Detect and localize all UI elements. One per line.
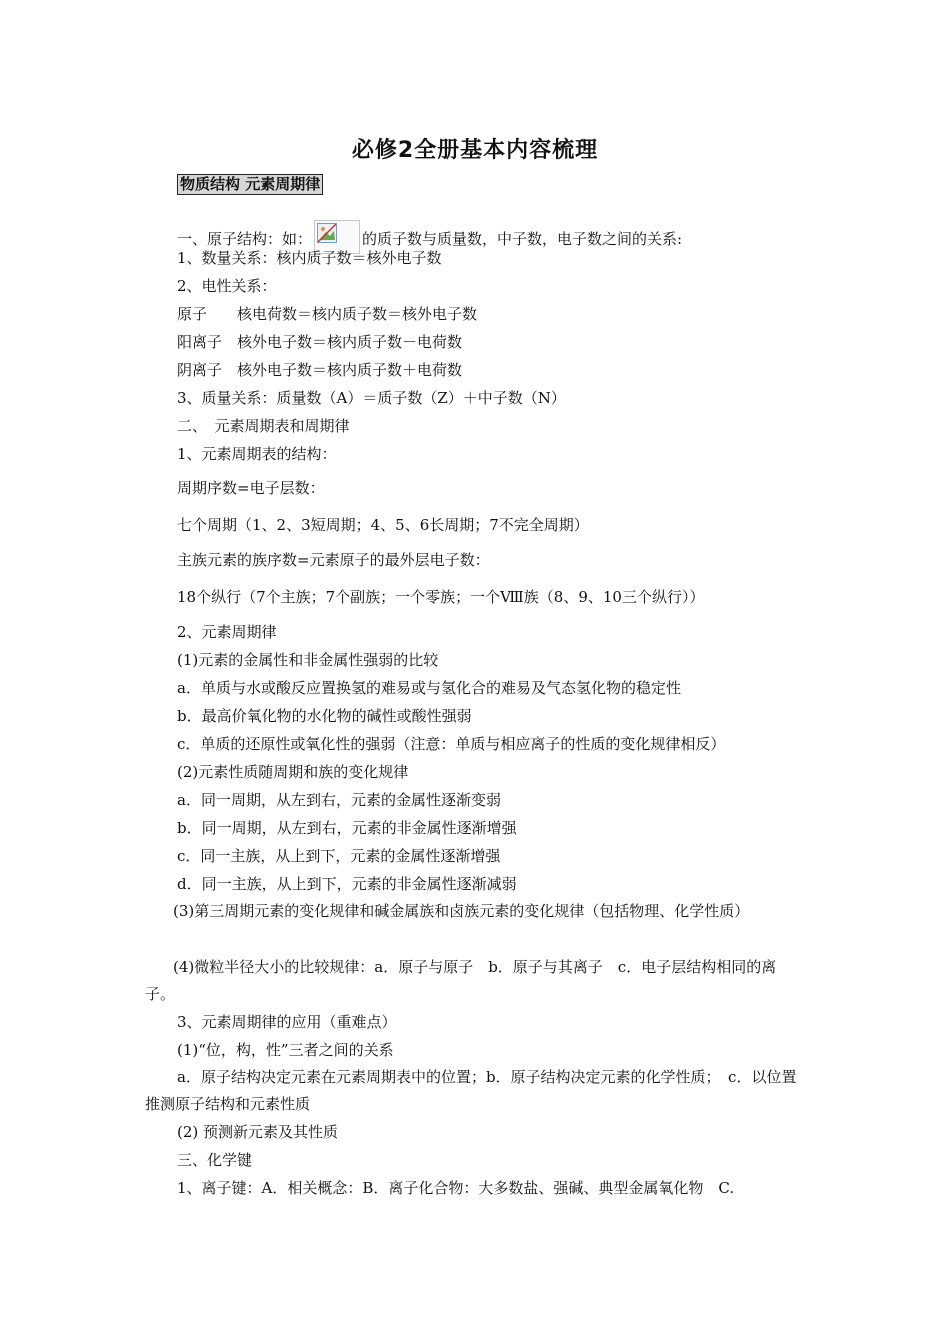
text-line: a．单质与水或酸反应置换氢的难易或与氢化合的难易及气态氢化物的稳定性 xyxy=(177,679,681,697)
text-line: a．同一周期，从左到右，元素的金属性逐渐变弱 xyxy=(177,791,501,809)
text-line: 周期序数=电子层数： xyxy=(177,479,325,497)
text-line: (2) 预测新元素及其性质 xyxy=(177,1123,339,1141)
text-line: 1、元素周期表的结构： xyxy=(177,445,337,463)
text-paragraph: a．原子结构决定元素在元素周期表中的位置；b．原子结构决定元素的化学性质； c．以位置推测原子结构和元素性质 xyxy=(145,1068,797,1113)
text-line: 主族元素的族序数=元素原子的最外层电子数： xyxy=(177,551,490,569)
text-line: (2)元素性质随周期和族的变化规律 xyxy=(177,763,409,781)
text-line: 18个纵行（7个主族；7个副族；一个零族；一个Ⅷ族（8、9、10三个纵行）） xyxy=(177,588,705,606)
section-heading: 物质结构 元素周期律 xyxy=(177,174,323,195)
text-line: 1、数量关系：核内质子数＝核外电子数 xyxy=(177,249,442,267)
text-line: 1、离子键：A．相关概念：B．离子化合物：大多数盐、强碱、典型金属氧化物 C. xyxy=(177,1179,735,1197)
text-line: 3、质量关系：质量数（A）＝质子数（Z）＋中子数（N） xyxy=(177,389,566,407)
section-heading-periodic: 二、 元素周期表和周期律 xyxy=(177,417,350,435)
section-heading-chemical-bond: 三、化学键 xyxy=(177,1151,253,1169)
text-line: 3、元素周期律的应用（重难点） xyxy=(177,1013,397,1031)
text-line: 阳离子 核外电子数＝核内质子数－电荷数 xyxy=(177,333,463,351)
text-line: b．最高价氧化物的水化物的碱性或酸性强弱 xyxy=(177,707,472,725)
text-segment: 的质子数与质量数，中子数，电子数之间的关系: xyxy=(362,230,683,248)
text-segment: 一、原子结构：如： xyxy=(177,230,313,248)
text-line: c．同一主族，从上到下，元素的金属性逐渐增强 xyxy=(177,847,501,865)
text-line: d．同一主族，从上到下，元素的非金属性逐渐减弱 xyxy=(177,875,517,893)
text-line: (1)“位，构，性”三者之间的关系 xyxy=(177,1041,394,1059)
text-paragraph: (3)第三周期元素的变化规律和碱金属族和卤族元素的变化规律（包括物理、化学性质） xyxy=(173,902,750,920)
text-paragraph: (4)微粒半径大小的比较规律：a．原子与原子 b．原子与其离子 c．电子层结构相同的离子。 xyxy=(145,958,777,1003)
text-line: b．同一周期，从左到右，元素的非金属性逐渐增强 xyxy=(177,819,517,837)
text-line: (1)元素的金属性和非金属性强弱的比较 xyxy=(177,651,439,669)
text-line: 2、元素周期律 xyxy=(177,623,277,641)
text-line: 七个周期（1、2、3短周期；4、5、6长周期；7不完全周期） xyxy=(177,516,589,534)
text-line: c．单质的还原性或氧化性的强弱（注意：单质与相应离子的性质的变化规律相反） xyxy=(177,735,726,753)
text-line: 原子 核电荷数＝核内质子数＝核外电子数 xyxy=(177,305,478,323)
document-title: 必修2全册基本内容梳理 xyxy=(351,138,599,163)
text-line: 2、电性关系： xyxy=(177,277,277,295)
text-line: 阴离子 核外电子数＝核内质子数＋电荷数 xyxy=(177,361,463,379)
